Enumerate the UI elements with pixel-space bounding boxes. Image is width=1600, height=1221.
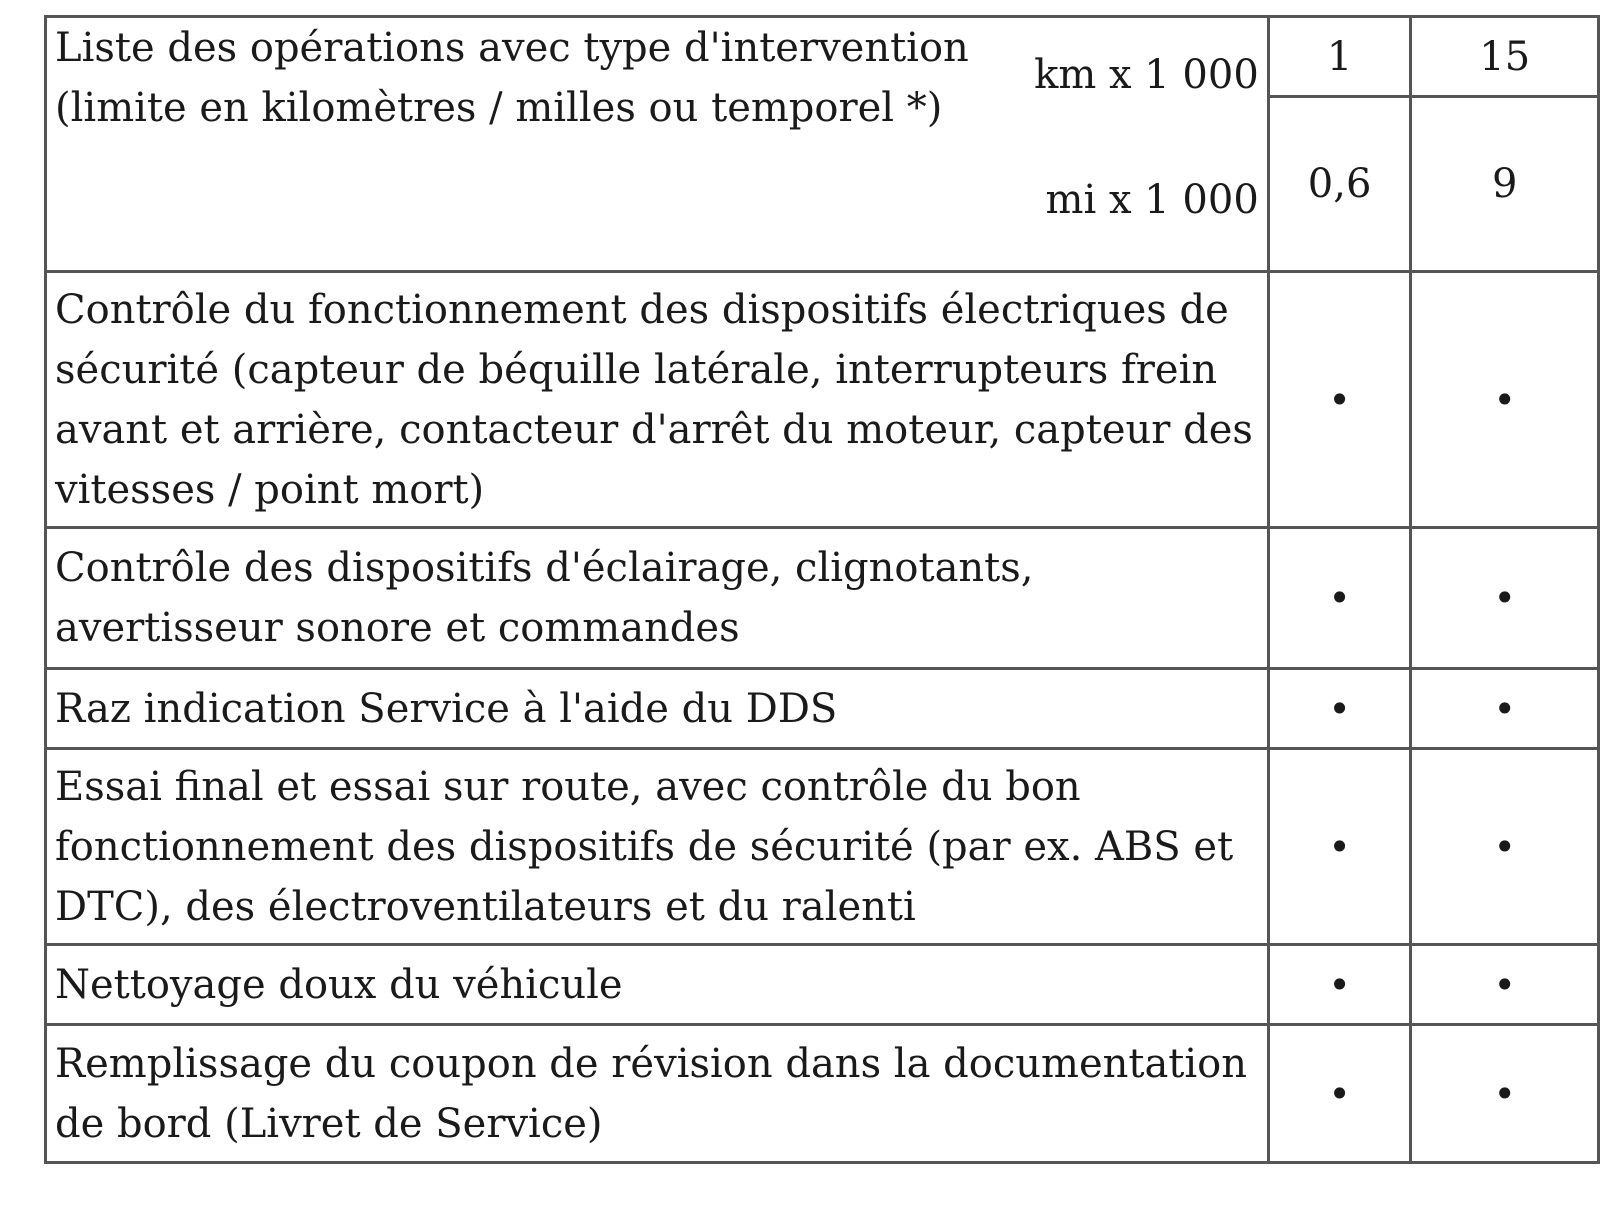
km-value-2: 15 — [1411, 17, 1599, 97]
table-row — [46, 669, 1599, 749]
unit-km-label: km x 1 000 — [1034, 52, 1259, 98]
check-mark: • — [1411, 669, 1599, 749]
operation-text: Remplissage du coupon de révision dans la documentation de bord (Livret de Service) — [46, 1025, 1269, 1163]
check-mark: • — [1411, 749, 1599, 945]
check-mark: • — [1411, 528, 1599, 669]
check-mark: • — [1268, 669, 1411, 749]
check-mark: • — [1268, 528, 1411, 669]
table-row — [46, 1025, 1599, 1163]
check-mark: • — [1268, 749, 1411, 945]
check-mark: • — [1268, 1025, 1411, 1163]
check-mark: • — [1411, 1025, 1599, 1163]
operation-text: Contrôle du fonctionnement des dispositifs électriques de sécurité (capteur de béquille latérale, interrupteurs frein avant et arrière, contacteur d'arrêt du moteur, capteur des vitesses / point mort) — [46, 272, 1269, 528]
check-mark: • — [1268, 945, 1411, 1025]
table-row — [46, 528, 1599, 669]
km-value-1: 1 — [1268, 17, 1411, 97]
maintenance-table — [44, 15, 1600, 1164]
unit-mi-label: mi x 1 000 — [1045, 177, 1259, 223]
operation-text: Contrôle des dispositifs d'éclairage, clignotants, avertisseur sonore et commandes — [46, 528, 1269, 669]
check-mark: • — [1411, 272, 1599, 528]
check-mark: • — [1268, 272, 1411, 528]
header-description-cell — [46, 17, 1269, 272]
table-row — [46, 749, 1599, 945]
operation-text: Nettoyage doux du véhicule — [46, 945, 1269, 1025]
check-mark: • — [1411, 945, 1599, 1025]
table-row — [46, 272, 1599, 528]
mi-value-2: 9 — [1411, 97, 1599, 272]
mi-value-1: 0,6 — [1268, 97, 1411, 272]
header-description: Liste des opérations avec type d'intervention (limite en kilomètres / milles ou temporel *) — [55, 25, 969, 131]
operation-text: Raz indication Service à l'aide du DDS — [46, 669, 1269, 749]
table-row — [46, 945, 1599, 1025]
operation-text: Essai final et essai sur route, avec contrôle du bon fonctionnement des dispositifs de sécurité (par ex. ABS et DTC), des électroventilateurs et du ralenti — [46, 749, 1269, 945]
header-row-km — [46, 17, 1599, 97]
